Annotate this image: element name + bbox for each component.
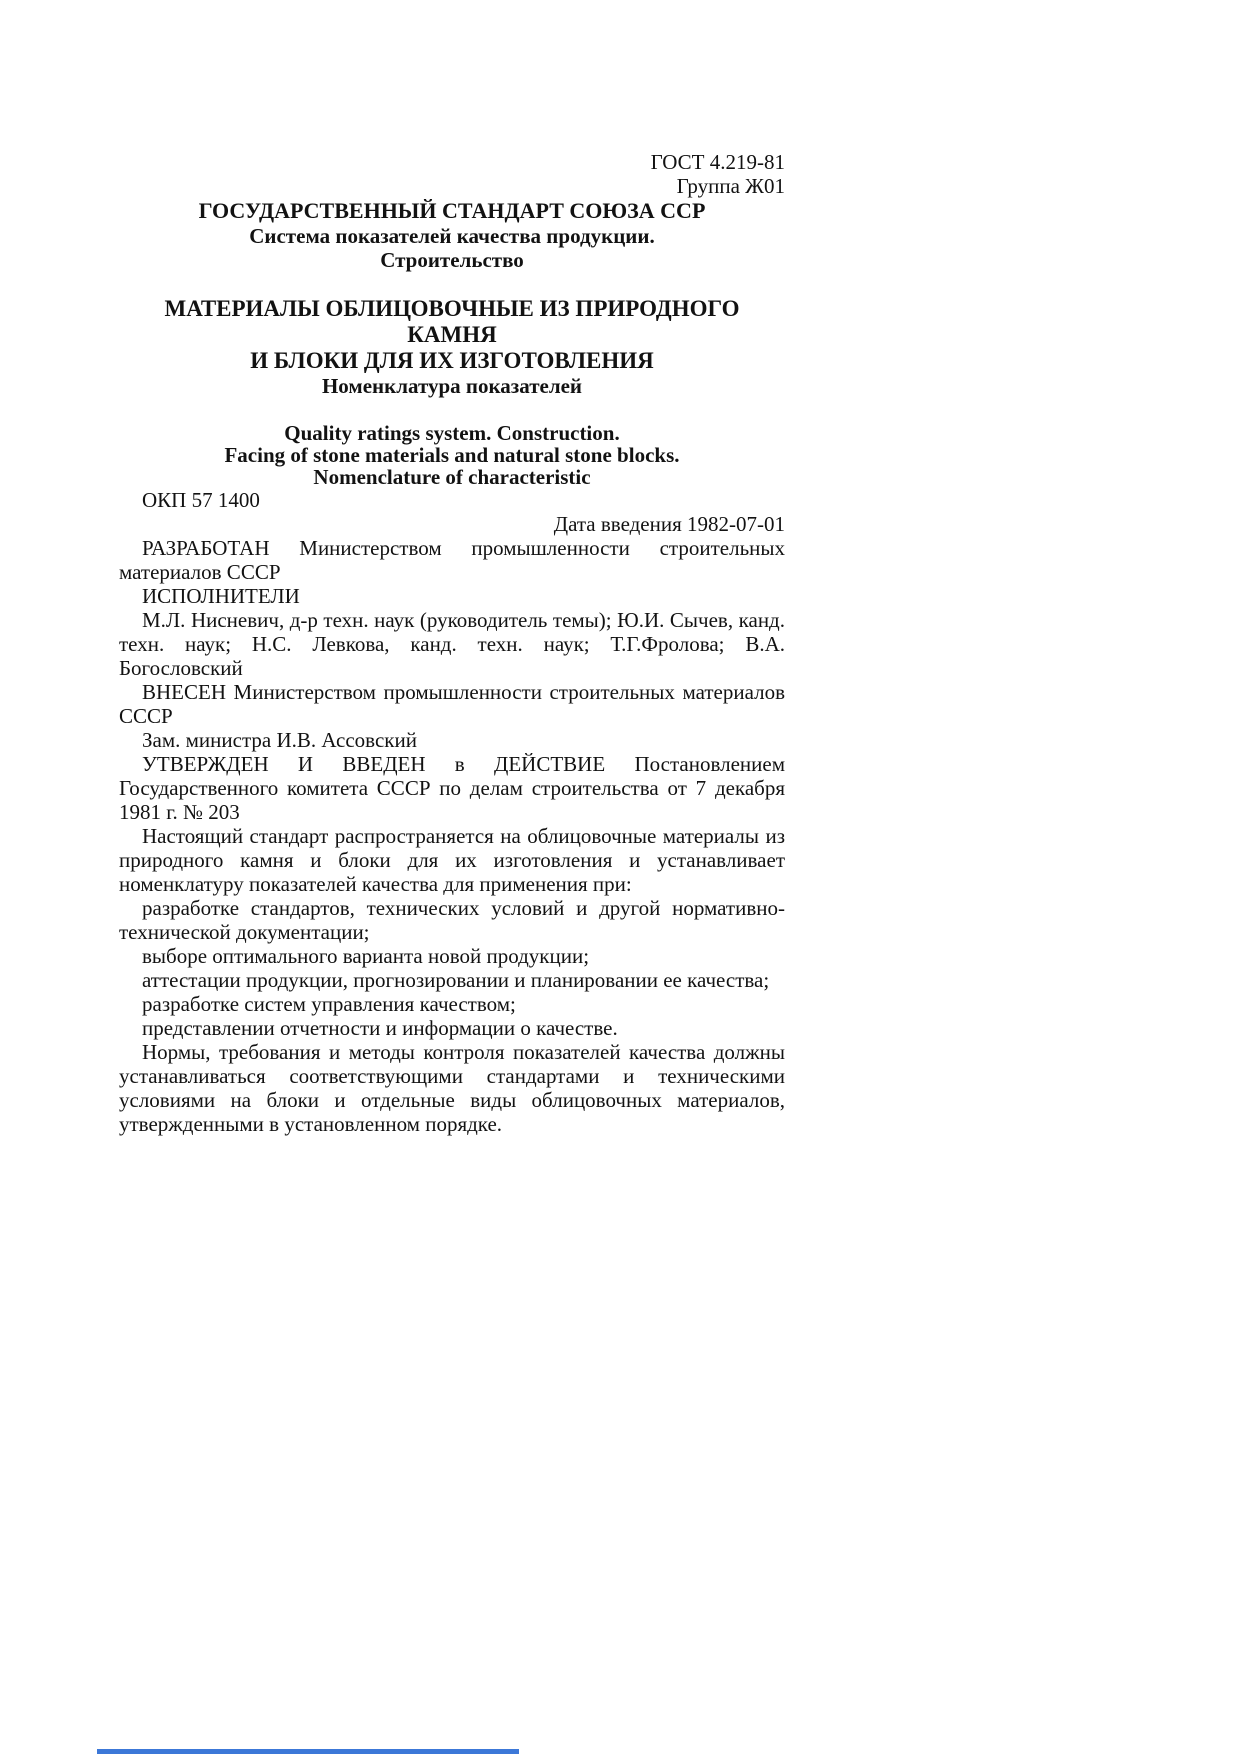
paragraph-executors-list: М.Л. Нисневич, д-р техн. наук (руководитель темы); Ю.И. Сычев, канд. техн. наук; Н.С. Левкова, канд. техн. наук; Т.Г.Фролова; В.А. Богословский bbox=[119, 608, 785, 680]
paragraph-use-quality-systems: разработке систем управления качеством; bbox=[142, 992, 516, 1016]
title-russian-line1: МАТЕРИАЛЫ ОБЛИЦОВОЧНЫЕ ИЗ ПРИРОДНОГО КАМНЯ bbox=[164, 296, 740, 347]
paragraph-deputy-minister: Зам. министра И.В. Ассовский bbox=[142, 728, 417, 752]
doc-group: Группа Ж01 bbox=[676, 174, 785, 198]
paragraph-executors-heading: ИСПОЛНИТЕЛИ bbox=[142, 584, 300, 608]
paragraph-use-standards: разработке стандартов, технических условий и другой нормативно-технической документации; bbox=[119, 896, 785, 944]
paragraph-use-reporting: представлении отчетности и информации о качестве. bbox=[142, 1016, 618, 1040]
paragraph-scope: Настоящий стандарт распространяется на облицовочные материалы из природного камня и блоки для их изготовления и устанавливает номенклатуру показателей качества для применения при: bbox=[119, 824, 785, 896]
main-heading: ГОСУДАРСТВЕННЫЙ СТАНДАРТ СОЮЗА ССР bbox=[198, 198, 706, 223]
okp-code: ОКП 57 1400 bbox=[142, 488, 260, 512]
paragraph-submitted-by: ВНЕСЕН Министерством промышленности строительных материалов СССР bbox=[119, 680, 785, 728]
paragraph-use-optimal-variant: выборе оптимального варианта новой продукции; bbox=[142, 944, 590, 968]
bottom-edge-blue-bar bbox=[97, 1749, 519, 1754]
title-english-line1: Quality ratings system. Construction. bbox=[284, 421, 620, 445]
title-english-line2: Facing of stone materials and natural stone blocks. bbox=[224, 443, 680, 467]
subtitle-nomenclature: Номенклатура показателей bbox=[321, 374, 583, 398]
paragraph-developed-by: РАЗРАБОТАН Министерством промышленности строительных материалов СССР bbox=[119, 536, 785, 584]
introduction-date: Дата введения 1982-07-01 bbox=[553, 512, 785, 536]
title-russian bbox=[119, 296, 785, 374]
subtitle-quality-system: Система показателей качества продукции. bbox=[249, 224, 655, 248]
title-russian-line2: И БЛОКИ ДЛЯ ИХ ИЗГОТОВЛЕНИЯ bbox=[250, 348, 654, 373]
title-english bbox=[119, 422, 785, 488]
subtitle-construction: Строительство bbox=[380, 248, 524, 272]
paragraph-norms-requirements: Нормы, требования и методы контроля показателей качества должны устанавливаться соответствующими стандартами и техническими условиями на блоки и отдельные виды облицовочных материалов, утвержденными в установленном порядке. bbox=[119, 1040, 785, 1136]
document-text-column bbox=[119, 0, 785, 1136]
paragraph-use-attestation: аттестации продукции, прогнозировании и планировании ее качества; bbox=[142, 968, 770, 992]
title-english-line3: Nomenclature of characteristic bbox=[313, 465, 591, 489]
paragraph-approved: УТВЕРЖДЕН И ВВЕДЕН в ДЕЙСТВИЕ Постановлением Государственного комитета СССР по делам строительства от 7 декабря 1981 г. № 203 bbox=[119, 752, 785, 824]
doc-number: ГОСТ 4.219-81 bbox=[650, 150, 785, 174]
